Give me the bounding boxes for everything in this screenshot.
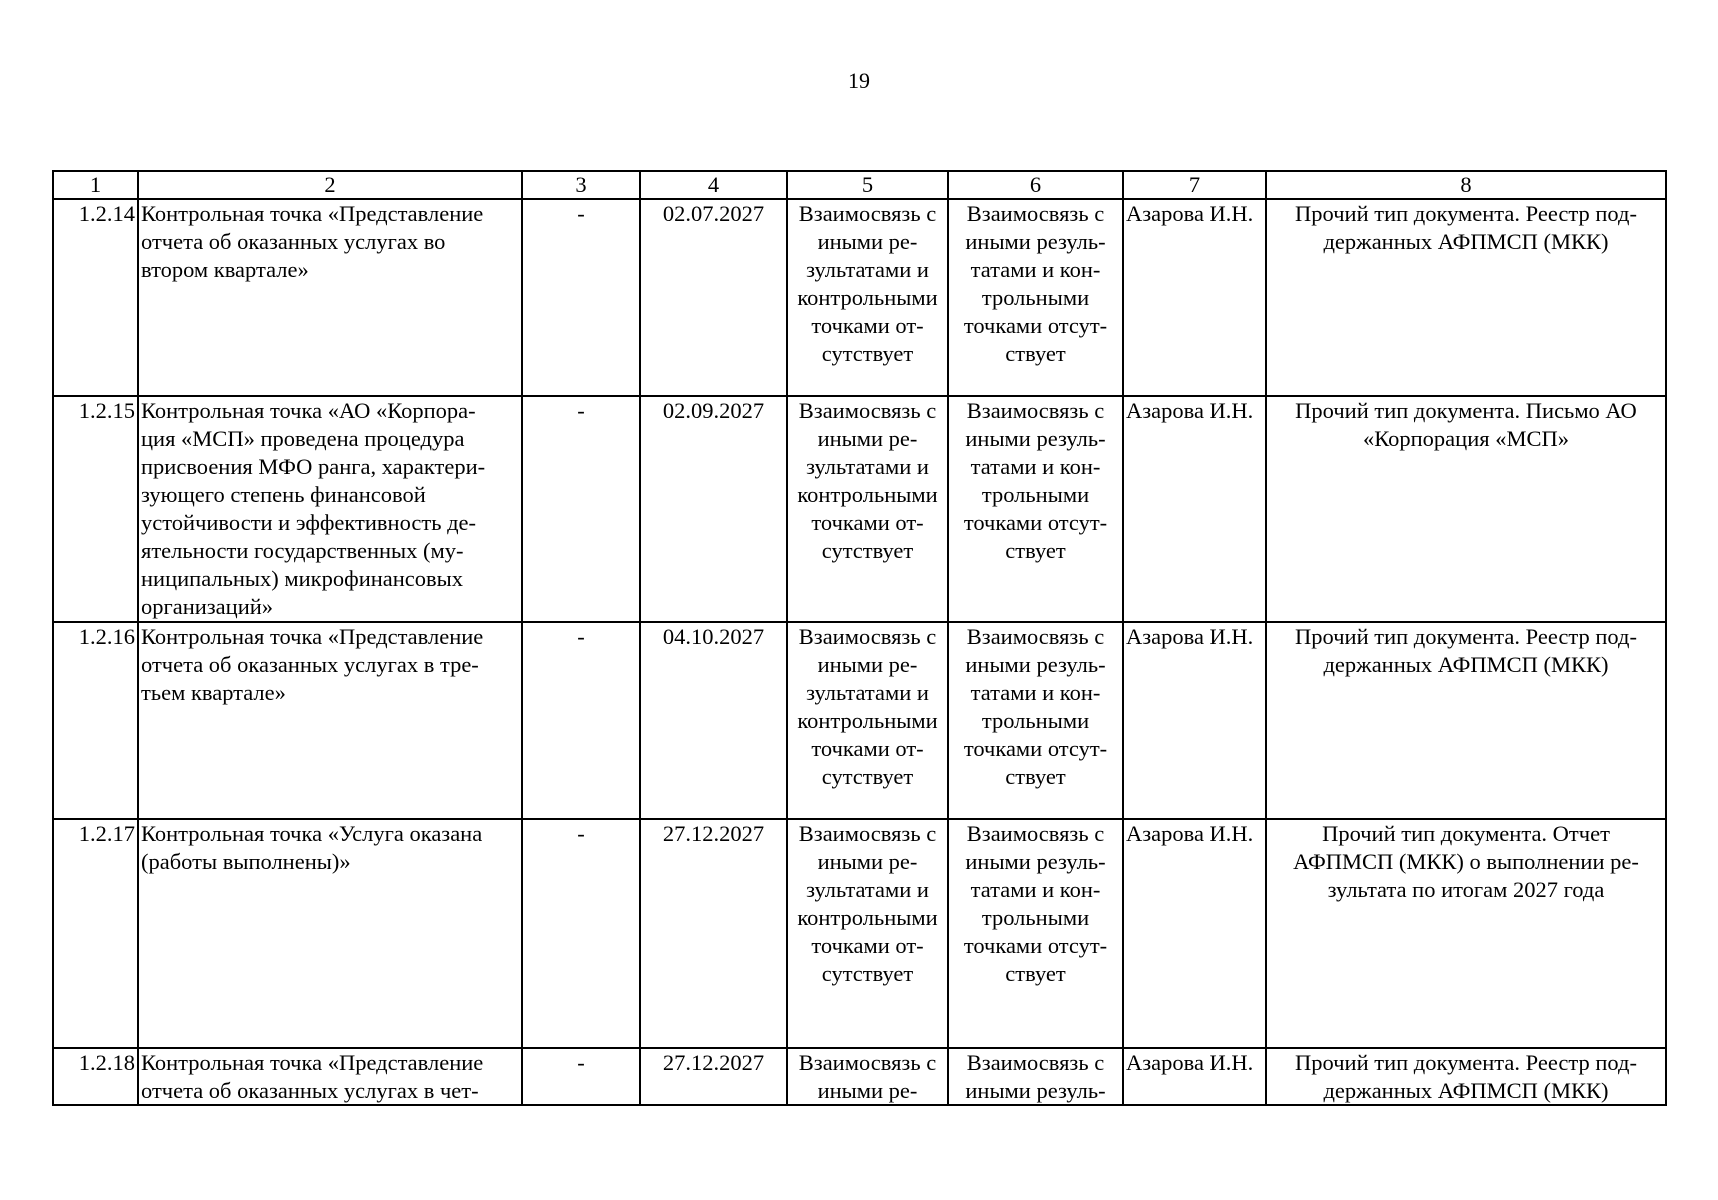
- page-number: 19: [848, 68, 870, 93]
- document-type: Прочий тип документа. Отчет АФПМСП (МКК) о выполнении ре- зультата по итогам 2027 года: [1266, 819, 1666, 1048]
- control-point-name: Контрольная точка «Представление отчета об оказанных услугах во втором квартале»: [138, 199, 522, 396]
- column-header: 7: [1123, 171, 1266, 199]
- cell-clip: Азарова И.Н.: [1126, 1050, 1254, 1075]
- column-3-value: [522, 1048, 640, 1105]
- row-number: 1.2.15: [53, 396, 138, 622]
- responsible-person: Азарова И.Н.: [1123, 199, 1266, 396]
- table-row: [53, 819, 1666, 1048]
- table-row: [53, 1048, 1666, 1105]
- relation-col6: [948, 1048, 1123, 1105]
- cell-clip: Контрольная точка «Представление отчета об оказанных услугах в чет-: [141, 1050, 484, 1103]
- due-date: 02.07.2027: [640, 199, 787, 396]
- table-row: [53, 199, 1666, 396]
- table-row: [53, 396, 1666, 622]
- document-type: Прочий тип документа. Письмо АО «Корпорация «МСП»: [1266, 396, 1666, 622]
- control-point-name: [138, 1048, 522, 1105]
- column-3-value: -: [522, 199, 640, 396]
- cell-clip: Прочий тип документа. Реестр под- держанных АФПМСП (МКК): [1295, 1050, 1637, 1103]
- column-header: 4: [640, 171, 787, 199]
- relation-col5: Взаимосвязь с иными ре- зультатами и контрольными точками от- сутствует: [787, 819, 948, 1048]
- due-date: [640, 1048, 787, 1105]
- cell-clip: 1.2.18: [78, 1050, 135, 1075]
- row-number: 1.2.16: [53, 622, 138, 819]
- relation-col5: Взаимосвязь с иными ре- зультатами и контрольными точками от- сутствует: [787, 396, 948, 622]
- due-date: 02.09.2027: [640, 396, 787, 622]
- due-date: 04.10.2027: [640, 622, 787, 819]
- column-header: 5: [787, 171, 948, 199]
- responsible-person: Азарова И.Н.: [1123, 396, 1266, 622]
- column-header: 1: [53, 171, 138, 199]
- document-type: Прочий тип документа. Реестр под- держанных АФПМСП (МКК): [1266, 622, 1666, 819]
- control-point-name: Контрольная точка «Услуга оказана (работы выполнены)»: [138, 819, 522, 1048]
- relation-col6: Взаимосвязь с иными резуль- татами и кон- трольными точками отсут- ствует: [948, 199, 1123, 396]
- due-date: 27.12.2027: [640, 819, 787, 1048]
- relation-col6: Взаимосвязь с иными резуль- татами и кон- трольными точками отсут- ствует: [948, 396, 1123, 622]
- relation-col6: Взаимосвязь с иными резуль- татами и кон- трольными точками отсут- ствует: [948, 622, 1123, 819]
- row-number: 1.2.14: [53, 199, 138, 396]
- cell-clip: -: [577, 1050, 585, 1075]
- row-number: 1.2.17: [53, 819, 138, 1048]
- document-type: Прочий тип документа. Реестр под- держанных АФПМСП (МКК): [1266, 199, 1666, 396]
- relation-col5: Взаимосвязь с иными ре- зультатами и контрольными точками от- сутствует: [787, 622, 948, 819]
- control-point-name: Контрольная точка «АО «Корпора- ция «МСП» проведена процедура присвоения МФО ранга, характери- зующего степень финансовой устойчивости и эффективность де- ятельности государственных (му- ниципальных) микрофинансовых организаций»: [138, 396, 522, 622]
- control-point-name: Контрольная точка «Представление отчета об оказанных услугах в тре- тьем квартале»: [138, 622, 522, 819]
- control-points-table: [52, 170, 1667, 1106]
- responsible-person: Азарова И.Н.: [1123, 819, 1266, 1048]
- column-header: 6: [948, 171, 1123, 199]
- relation-col5: Взаимосвязь с иными ре- зультатами и контрольными точками от- сутствует: [787, 199, 948, 396]
- column-header: 8: [1266, 171, 1666, 199]
- table-header-row: [53, 171, 1666, 199]
- responsible-person: [1123, 1048, 1266, 1105]
- cell-clip: Взаимосвязь с иными резуль-: [965, 1050, 1106, 1103]
- cell-clip: Взаимосвязь с иными ре-: [798, 1050, 937, 1103]
- column-3-value: -: [522, 396, 640, 622]
- column-3-value: -: [522, 622, 640, 819]
- table-row: [53, 622, 1666, 819]
- document-type: [1266, 1048, 1666, 1105]
- responsible-person: Азарова И.Н.: [1123, 622, 1266, 819]
- cell-clip: 27.12.2027: [662, 1050, 765, 1075]
- column-header: 2: [138, 171, 522, 199]
- row-number: [53, 1048, 138, 1105]
- column-header: 3: [522, 171, 640, 199]
- column-3-value: -: [522, 819, 640, 1048]
- relation-col6: Взаимосвязь с иными резуль- татами и кон- трольными точками отсут- ствует: [948, 819, 1123, 1048]
- relation-col5: [787, 1048, 948, 1105]
